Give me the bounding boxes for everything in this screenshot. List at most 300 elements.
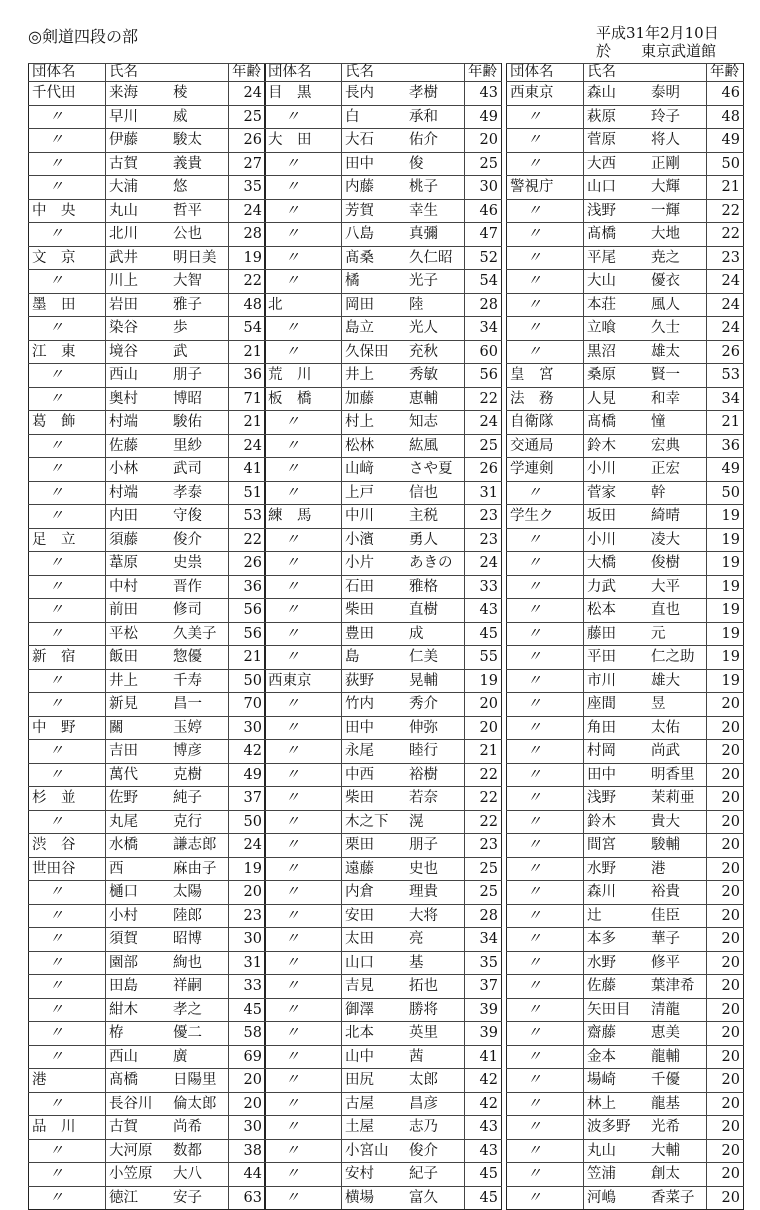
table-row — [265, 270, 502, 294]
given-name-cell: 雅格 — [406, 575, 465, 599]
team-cell: 〃 — [265, 1092, 342, 1116]
team-cell: 〃 — [507, 599, 584, 623]
table-row — [507, 575, 744, 599]
table-row — [507, 481, 744, 505]
table-row — [265, 364, 502, 388]
age-cell: 24 — [707, 270, 744, 294]
surname-cell: 村上 — [342, 411, 407, 435]
surname-cell: 村端 — [106, 411, 171, 435]
given-name-cell: 佳臣 — [648, 904, 707, 928]
table-row — [29, 1116, 266, 1140]
surname-cell: 佐野 — [106, 787, 171, 811]
table-row — [29, 387, 266, 411]
table-row — [265, 998, 502, 1022]
team-cell: 〃 — [29, 1186, 106, 1210]
team-cell: 〃 — [265, 223, 342, 247]
surname-cell: 久保田 — [342, 340, 407, 364]
surname-cell: 栫 — [106, 1022, 171, 1046]
header-name: 氏名 — [106, 64, 171, 82]
surname-cell: 栗田 — [342, 834, 407, 858]
team-cell: 中 野 — [29, 716, 106, 740]
surname-cell: 座間 — [584, 693, 649, 717]
given-name-cell: 廣 — [170, 1045, 229, 1069]
team-cell: 西東京 — [507, 82, 584, 106]
roster-table-3 — [506, 63, 744, 1210]
given-name-cell: 恵輔 — [406, 387, 465, 411]
surname-cell: 井上 — [342, 364, 407, 388]
age-cell: 49 — [465, 105, 502, 129]
age-cell: 50 — [707, 481, 744, 505]
surname-cell: 安田 — [342, 904, 407, 928]
given-name-cell: 香菜子 — [648, 1186, 707, 1210]
given-name-cell: 真彌 — [406, 223, 465, 247]
table-row — [29, 411, 266, 435]
table-row — [265, 622, 502, 646]
age-cell: 34 — [707, 387, 744, 411]
given-name-cell: 明日美 — [170, 246, 229, 270]
team-cell: 〃 — [265, 787, 342, 811]
surname-cell: 太田 — [342, 928, 407, 952]
team-cell: 〃 — [29, 810, 106, 834]
surname-cell: 人見 — [584, 387, 649, 411]
given-name-cell: 正剛 — [648, 152, 707, 176]
surname-cell: 齋藤 — [584, 1022, 649, 1046]
table-row — [507, 129, 744, 153]
table-row — [507, 1186, 744, 1210]
given-name-cell: 稜 — [170, 82, 229, 106]
given-name-cell: 里紗 — [170, 434, 229, 458]
surname-cell: 森山 — [584, 82, 649, 106]
table-row — [507, 505, 744, 529]
surname-cell: 井上 — [106, 669, 171, 693]
age-cell: 20 — [707, 810, 744, 834]
table-row — [265, 1022, 502, 1046]
surname-cell: 佐藤 — [106, 434, 171, 458]
age-cell: 25 — [465, 152, 502, 176]
surname-cell: 間宮 — [584, 834, 649, 858]
age-cell: 19 — [707, 646, 744, 670]
surname-cell: 飯田 — [106, 646, 171, 670]
table-row — [265, 340, 502, 364]
surname-cell: 徳江 — [106, 1186, 171, 1210]
table-row — [265, 1092, 502, 1116]
table-row — [265, 1069, 502, 1093]
age-cell: 24 — [465, 411, 502, 435]
header-name: 氏名 — [584, 64, 649, 82]
table-row — [507, 716, 744, 740]
age-cell: 43 — [465, 1116, 502, 1140]
team-cell: 〃 — [29, 693, 106, 717]
age-cell: 20 — [465, 693, 502, 717]
team-cell: 法 務 — [507, 387, 584, 411]
age-cell: 24 — [465, 552, 502, 576]
team-cell: 〃 — [29, 575, 106, 599]
team-cell: 〃 — [29, 599, 106, 623]
surname-cell: 北川 — [106, 223, 171, 247]
given-name-cell: 俊樹 — [648, 552, 707, 576]
surname-cell: 橘 — [342, 270, 407, 294]
given-name-cell: 祥嗣 — [170, 975, 229, 999]
team-cell: 〃 — [265, 904, 342, 928]
table-row — [265, 317, 502, 341]
team-cell: 〃 — [29, 669, 106, 693]
table-row — [507, 787, 744, 811]
given-name-cell: 勝将 — [406, 998, 465, 1022]
table-row — [29, 1139, 266, 1163]
given-name-cell: 太陽 — [170, 881, 229, 905]
given-name-cell: 拓也 — [406, 975, 465, 999]
table-row — [265, 763, 502, 787]
team-cell: 〃 — [29, 1139, 106, 1163]
table-header-row — [507, 64, 744, 82]
age-cell: 22 — [229, 528, 266, 552]
given-name-cell: 将人 — [648, 129, 707, 153]
surname-cell: 小濱 — [342, 528, 407, 552]
team-cell: 〃 — [265, 857, 342, 881]
team-cell: 〃 — [265, 199, 342, 223]
team-cell: 〃 — [265, 105, 342, 129]
header-name — [170, 64, 229, 82]
surname-cell: 石田 — [342, 575, 407, 599]
surname-cell: 樋口 — [106, 881, 171, 905]
given-name-cell: 泰明 — [648, 82, 707, 106]
team-cell: 大 田 — [265, 129, 342, 153]
surname-cell: 小川 — [584, 528, 649, 552]
surname-cell: 西山 — [106, 364, 171, 388]
given-name-cell: 知志 — [406, 411, 465, 435]
age-cell: 20 — [707, 1186, 744, 1210]
header-age: 年齢 — [707, 64, 744, 82]
team-cell: 〃 — [507, 763, 584, 787]
age-cell: 49 — [229, 763, 266, 787]
team-cell: 〃 — [507, 1045, 584, 1069]
team-cell: 江 東 — [29, 340, 106, 364]
surname-cell: 林上 — [584, 1092, 649, 1116]
surname-cell: 大河原 — [106, 1139, 171, 1163]
age-cell: 41 — [465, 1045, 502, 1069]
age-cell: 43 — [465, 1139, 502, 1163]
age-cell: 31 — [229, 951, 266, 975]
given-name-cell: 史祟 — [170, 552, 229, 576]
table-row — [507, 105, 744, 129]
table-row — [265, 857, 502, 881]
given-name-cell: 安子 — [170, 1186, 229, 1210]
table-row — [29, 293, 266, 317]
surname-cell: 新見 — [106, 693, 171, 717]
surname-cell: 葦原 — [106, 552, 171, 576]
surname-cell: 力武 — [584, 575, 649, 599]
team-cell: 〃 — [265, 928, 342, 952]
given-name-cell: 幸生 — [406, 199, 465, 223]
given-name-cell: 絢也 — [170, 951, 229, 975]
given-name-cell: 麻由子 — [170, 857, 229, 881]
table-row — [265, 458, 502, 482]
given-name-cell: 昌一 — [170, 693, 229, 717]
table-row — [29, 364, 266, 388]
header-team: 団体名 — [507, 64, 584, 82]
team-cell: 〃 — [29, 998, 106, 1022]
table-row — [265, 928, 502, 952]
team-cell: 〃 — [29, 552, 106, 576]
age-cell: 22 — [465, 787, 502, 811]
given-name-cell: 仁之助 — [648, 646, 707, 670]
team-cell: 〃 — [265, 481, 342, 505]
age-cell: 30 — [229, 1116, 266, 1140]
surname-cell: 遠藤 — [342, 857, 407, 881]
team-cell: 〃 — [265, 270, 342, 294]
team-cell: 〃 — [265, 693, 342, 717]
surname-cell: 村端 — [106, 481, 171, 505]
surname-cell: 荻野 — [342, 669, 407, 693]
team-cell: 〃 — [507, 317, 584, 341]
team-cell: 〃 — [507, 740, 584, 764]
given-name-cell: 光子 — [406, 270, 465, 294]
table-row — [29, 881, 266, 905]
given-name-cell: 綺晴 — [648, 505, 707, 529]
surname-cell: 吉見 — [342, 975, 407, 999]
team-cell: 〃 — [507, 105, 584, 129]
team-cell: 〃 — [507, 857, 584, 881]
table-row — [507, 904, 744, 928]
table-row — [265, 176, 502, 200]
given-name-cell: 和幸 — [648, 387, 707, 411]
given-name-cell: 明香里 — [648, 763, 707, 787]
age-cell: 20 — [707, 740, 744, 764]
team-cell: 〃 — [265, 622, 342, 646]
team-cell: 〃 — [265, 834, 342, 858]
given-name-cell: 太佑 — [648, 716, 707, 740]
age-cell: 24 — [229, 199, 266, 223]
team-cell: 〃 — [507, 270, 584, 294]
age-cell: 19 — [465, 669, 502, 693]
team-cell: 〃 — [507, 1186, 584, 1210]
age-cell: 19 — [707, 575, 744, 599]
surname-cell: 松林 — [342, 434, 407, 458]
given-name-cell: 尚武 — [648, 740, 707, 764]
table-row — [507, 763, 744, 787]
team-cell: 渋 谷 — [29, 834, 106, 858]
table-row — [29, 505, 266, 529]
team-cell: 〃 — [507, 340, 584, 364]
surname-cell: 須賀 — [106, 928, 171, 952]
given-name-cell: 謙志郎 — [170, 834, 229, 858]
surname-cell: 丸山 — [106, 199, 171, 223]
surname-cell: 内倉 — [342, 881, 407, 905]
surname-cell: 古賀 — [106, 1116, 171, 1140]
age-cell: 28 — [465, 904, 502, 928]
table-row — [265, 246, 502, 270]
surname-cell: 竹内 — [342, 693, 407, 717]
given-name-cell: 駿佑 — [170, 411, 229, 435]
table-row — [265, 105, 502, 129]
age-cell: 20 — [229, 1092, 266, 1116]
team-cell: 〃 — [507, 129, 584, 153]
age-cell: 26 — [465, 458, 502, 482]
team-cell: 〃 — [507, 293, 584, 317]
team-cell: 〃 — [507, 223, 584, 247]
age-cell: 51 — [229, 481, 266, 505]
table-row — [265, 834, 502, 858]
given-name-cell: 倫太郎 — [170, 1092, 229, 1116]
age-cell: 19 — [707, 505, 744, 529]
given-name-cell: 大平 — [648, 575, 707, 599]
team-cell: 品 川 — [29, 1116, 106, 1140]
age-cell: 58 — [229, 1022, 266, 1046]
given-name-cell: 孝樹 — [406, 82, 465, 106]
table-row — [29, 998, 266, 1022]
given-name-cell: 伸弥 — [406, 716, 465, 740]
surname-cell: 平松 — [106, 622, 171, 646]
age-cell: 48 — [707, 105, 744, 129]
table-row — [507, 458, 744, 482]
age-cell: 20 — [707, 1069, 744, 1093]
age-cell: 22 — [707, 223, 744, 247]
table-row — [265, 575, 502, 599]
given-name-cell: 裕樹 — [406, 763, 465, 787]
given-name-cell: 孝之 — [170, 998, 229, 1022]
page-title: ◎剣道四段の部 — [28, 27, 138, 46]
age-cell: 56 — [229, 622, 266, 646]
surname-cell: 安村 — [342, 1163, 407, 1187]
table-row — [265, 810, 502, 834]
surname-cell: 加藤 — [342, 387, 407, 411]
given-name-cell: 憧 — [648, 411, 707, 435]
team-cell: 〃 — [265, 740, 342, 764]
age-cell: 43 — [465, 82, 502, 106]
table-row — [29, 223, 266, 247]
team-cell: 〃 — [507, 1163, 584, 1187]
table-row — [507, 951, 744, 975]
surname-cell: 古賀 — [106, 152, 171, 176]
table-row — [29, 904, 266, 928]
age-cell: 20 — [707, 904, 744, 928]
table-row — [265, 716, 502, 740]
age-cell: 20 — [707, 881, 744, 905]
age-cell: 23 — [229, 904, 266, 928]
age-cell: 35 — [465, 951, 502, 975]
team-cell: 〃 — [507, 622, 584, 646]
given-name-cell: 龍基 — [648, 1092, 707, 1116]
roster-table-1 — [28, 63, 266, 1210]
given-name-cell: 紀子 — [406, 1163, 465, 1187]
event-date: 平成31年2月10日 — [596, 24, 719, 42]
given-name-cell: 茜 — [406, 1045, 465, 1069]
table-row — [507, 1139, 744, 1163]
team-cell: 〃 — [29, 434, 106, 458]
team-cell: 〃 — [29, 364, 106, 388]
table-row — [507, 740, 744, 764]
table-row — [29, 1069, 266, 1093]
age-cell: 20 — [707, 1045, 744, 1069]
age-cell: 19 — [229, 246, 266, 270]
table-row — [29, 763, 266, 787]
surname-cell: 平田 — [584, 646, 649, 670]
table-row — [265, 951, 502, 975]
given-name-cell: 仁美 — [406, 646, 465, 670]
age-cell: 25 — [465, 881, 502, 905]
surname-cell: 髙桑 — [342, 246, 407, 270]
surname-cell: 吉田 — [106, 740, 171, 764]
table-row — [29, 1092, 266, 1116]
surname-cell: 桑原 — [584, 364, 649, 388]
given-name-cell: 孝泰 — [170, 481, 229, 505]
surname-cell: 平尾 — [584, 246, 649, 270]
age-cell: 48 — [229, 293, 266, 317]
age-cell: 34 — [465, 928, 502, 952]
team-cell: 〃 — [29, 317, 106, 341]
age-cell: 36 — [707, 434, 744, 458]
given-name-cell: 充秋 — [406, 340, 465, 364]
age-cell: 39 — [465, 998, 502, 1022]
given-name-cell: 尚希 — [170, 1116, 229, 1140]
surname-cell: 前田 — [106, 599, 171, 623]
surname-cell: 大山 — [584, 270, 649, 294]
table-row — [265, 481, 502, 505]
age-cell: 20 — [707, 693, 744, 717]
age-cell: 28 — [229, 223, 266, 247]
surname-cell: 土屋 — [342, 1116, 407, 1140]
team-cell: 〃 — [265, 458, 342, 482]
surname-cell: 島 — [342, 646, 407, 670]
table-row — [265, 1186, 502, 1210]
surname-cell: 松本 — [584, 599, 649, 623]
table-row — [265, 199, 502, 223]
table-row — [29, 857, 266, 881]
age-cell: 20 — [707, 857, 744, 881]
team-cell: 〃 — [29, 481, 106, 505]
surname-cell: 河嶋 — [584, 1186, 649, 1210]
table-row — [265, 387, 502, 411]
given-name-cell: 華子 — [648, 928, 707, 952]
age-cell: 53 — [707, 364, 744, 388]
age-cell: 20 — [707, 1092, 744, 1116]
age-cell: 63 — [229, 1186, 266, 1210]
team-cell: 西東京 — [265, 669, 342, 693]
age-cell: 19 — [707, 552, 744, 576]
given-name-cell: 秀介 — [406, 693, 465, 717]
surname-cell: 奥村 — [106, 387, 171, 411]
age-cell: 54 — [229, 317, 266, 341]
team-cell: 北 — [265, 293, 342, 317]
table-row — [507, 223, 744, 247]
age-cell: 52 — [465, 246, 502, 270]
table-row — [507, 1116, 744, 1140]
age-cell: 23 — [465, 834, 502, 858]
team-cell: 皇 宮 — [507, 364, 584, 388]
header-name: 氏名 — [342, 64, 407, 82]
surname-cell: 伊藤 — [106, 129, 171, 153]
given-name-cell: 主税 — [406, 505, 465, 529]
team-cell: 〃 — [29, 176, 106, 200]
team-cell: 〃 — [29, 928, 106, 952]
table-row — [507, 1022, 744, 1046]
age-cell: 21 — [229, 411, 266, 435]
given-name-cell: 正宏 — [648, 458, 707, 482]
surname-cell: 小宮山 — [342, 1139, 407, 1163]
given-name-cell: 風人 — [648, 293, 707, 317]
table-row — [507, 857, 744, 881]
surname-cell: 波多野 — [584, 1116, 649, 1140]
age-cell: 20 — [707, 1139, 744, 1163]
team-cell: 〃 — [507, 481, 584, 505]
table-row — [265, 669, 502, 693]
team-cell: 〃 — [507, 528, 584, 552]
table-row — [29, 1022, 266, 1046]
table-row — [265, 528, 502, 552]
age-cell: 20 — [707, 1116, 744, 1140]
team-cell: 交通局 — [507, 434, 584, 458]
surname-cell: 水橋 — [106, 834, 171, 858]
